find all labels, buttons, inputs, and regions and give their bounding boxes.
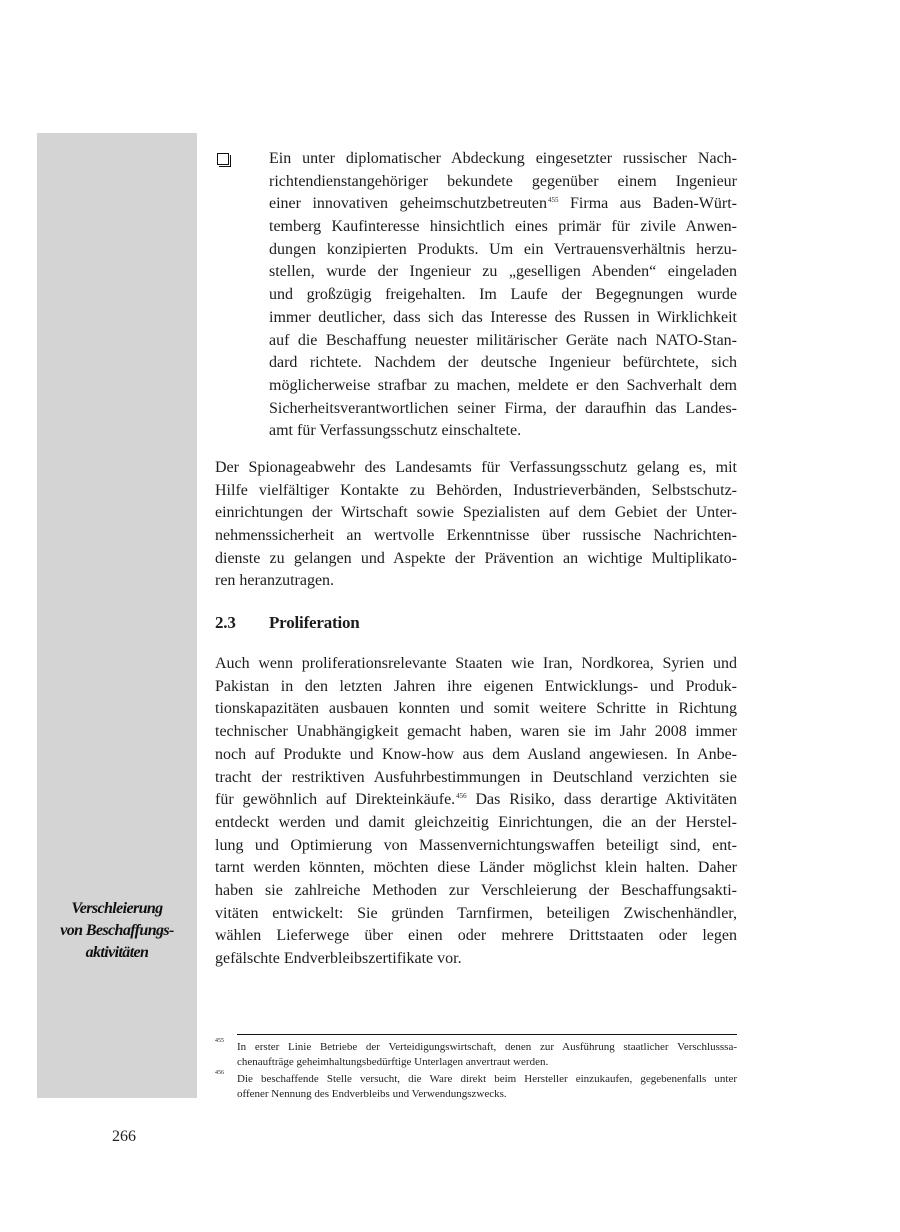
text-line: noch auf Produkte und Know-how aus dem Ausland angewiesen. In Anbe- bbox=[215, 745, 737, 763]
text-line: ren heranzutragen. bbox=[215, 572, 335, 590]
text-segment: für gewöhnlich auf Direkteinkäufe. bbox=[215, 791, 456, 809]
text-segment: Das Risiko, dass derartige Aktivitäten bbox=[466, 791, 737, 809]
margin-note-line: aktivitäten bbox=[85, 944, 149, 961]
text-line: Der Spionageabwehr des Landesamts für Verfassungsschutz gelang es, mit bbox=[215, 458, 737, 476]
footnote-line: chenaufträge geheimhaltungsbedürftige Unterlagen anvertraut werden. bbox=[237, 1056, 549, 1068]
text-line: wählen Lieferwege über einen oder mehrere Drittstaaten oder legen bbox=[215, 927, 737, 945]
footnotes bbox=[215, 1040, 737, 1104]
text-line: amt für Verfassungsschutz einschaltete. bbox=[269, 422, 522, 440]
paragraph bbox=[215, 653, 737, 971]
text-line: dienste zu gelangen und Aspekte der Prävention an wichtige Multiplikato- bbox=[215, 549, 737, 567]
footnote-line: In erster Linie Betriebe der Verteidigungswirtschaft, denen zur Ausführung staatlicher Verschlusssa- bbox=[237, 1041, 737, 1053]
text-line: dard richtete. Nachdem der deutsche Ingenieur befürchtete, sich bbox=[269, 354, 737, 372]
checkbox-icon bbox=[217, 153, 229, 165]
text-line: auf die Beschaffung neuester militärischer Geräte nach NATO-Stan- bbox=[269, 331, 737, 349]
text-line: temberg Kaufinteresse hinsichtlich eines primär für zivile Anwen- bbox=[269, 218, 737, 236]
text-line: Pakistan in den letzten Jahren ihre eigenen Entwicklungs- und Produk- bbox=[215, 677, 737, 695]
text-line bbox=[215, 789, 737, 812]
text-segment: Firma aus Baden-Würt- bbox=[558, 195, 738, 213]
text-line: richtendienstangehöriger bekundete gegenüber einem Ingenieur bbox=[269, 172, 737, 190]
text-line: Sicherheitsverantwortlichen seiner Firma, der daraufhin das Landes- bbox=[269, 399, 737, 417]
footnote-number: 455 bbox=[215, 1038, 224, 1044]
text-line: Auch wenn proliferationsrelevante Staaten wie Iran, Nordkorea, Syrien und bbox=[215, 655, 737, 673]
footnote-line: offener Nennung des Endverbleibs und Verwendungszwecks. bbox=[237, 1088, 507, 1100]
margin-note bbox=[37, 898, 197, 964]
text-line: tarnt werden könnten, möchten diese Länder möglichst klein halten. Daher bbox=[215, 859, 737, 877]
text-line: dungen konzipierten Produkts. Um ein Vertrauensverhältnis herzu- bbox=[269, 240, 737, 258]
margin-note-line: Verschleierung bbox=[71, 900, 163, 917]
text-line: möglicherweise strafbar zu machen, meldete er den Sachverhalt dem bbox=[269, 376, 737, 394]
bullet-item bbox=[215, 148, 737, 443]
footnote-divider bbox=[237, 1034, 737, 1035]
page-number: 266 bbox=[112, 1128, 136, 1145]
text-line: lung und Optimierung von Massenvernichtungswaffen beteiligt sind, ent- bbox=[215, 836, 737, 854]
main-text bbox=[215, 148, 737, 971]
text-line: einrichtungen der Wirtschaft sowie Spezialisten auf dem Gebiet der Unter- bbox=[215, 504, 737, 522]
footnote-ref[interactable]: 455 bbox=[548, 196, 559, 205]
margin-note-line: von Beschaffungs- bbox=[60, 922, 174, 939]
footnote bbox=[215, 1072, 737, 1102]
text-line: technischer Unabhängigkeit gemacht haben, waren sie im Jahr 2008 immer bbox=[215, 723, 737, 741]
section-heading bbox=[215, 613, 737, 639]
section-number: 2.3 bbox=[215, 613, 236, 633]
text-line: tracht der restriktiven Ausfuhrbestimmungen in Deutschland verzichten sie bbox=[215, 768, 737, 786]
footnote-line: Die beschaffende Stelle versucht, die Ware direkt beim Hersteller einzukaufen, gegebenenfalls unter bbox=[237, 1073, 737, 1085]
text-segment: einer innovativen geheimschutzbetreuten bbox=[269, 195, 548, 213]
text-line: gefälschte Endverbleibszertifikate vor. bbox=[215, 950, 462, 967]
text-line: vitäten entwickelt: Sie gründen Tarnfirmen, beteiligen Zwischenhändler, bbox=[215, 904, 737, 922]
text-line: nehmenssicherheit an wertvolle Erkenntnisse über russische Nachrichten- bbox=[215, 527, 737, 544]
text-line: Hilfe vielfältiger Kontakte zu Behörden, Industrieverbänden, Selbstschutz- bbox=[215, 481, 737, 499]
text-line: stellen, wurde der Ingenieur zu „geselligen Abenden“ eingeladen bbox=[269, 263, 737, 281]
text-line: entdeckt werden und damit gleichzeitig Einrichtungen, die an der Herstel- bbox=[215, 813, 737, 831]
text-line: haben sie zahlreiche Methoden zur Verschleierung der Beschaffungsakti- bbox=[215, 881, 737, 899]
section-title: Proliferation bbox=[269, 613, 360, 633]
text-line: tionskapazitäten ausbauen konnten und somit weitere Schritte in Richtung bbox=[215, 700, 737, 718]
footnote bbox=[215, 1040, 737, 1070]
footnote-number: 456 bbox=[215, 1070, 224, 1076]
footnote-ref[interactable]: 456 bbox=[456, 792, 467, 801]
text-line: immer deutlicher, dass sich das Interesse des Russen in Wirklichkeit bbox=[269, 308, 737, 326]
text-line: und großzügig freigehalten. Im Laufe der Begegnungen wurde bbox=[269, 286, 737, 304]
paragraph bbox=[215, 457, 737, 593]
text-line bbox=[269, 193, 737, 216]
text-line: Ein unter diplomatischer Abdeckung eingesetzter russischer Nach- bbox=[269, 150, 737, 167]
